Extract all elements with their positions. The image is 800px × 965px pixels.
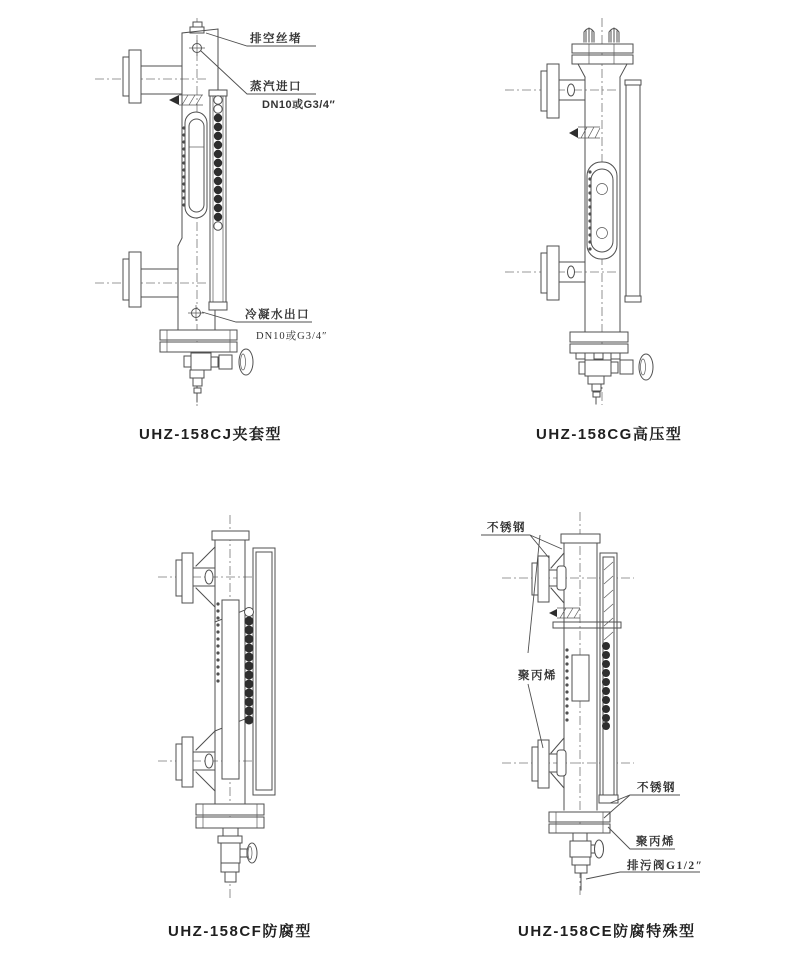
upper-flange [541, 64, 585, 118]
float [189, 119, 204, 212]
lower-flange [532, 738, 566, 788]
drain-valve [579, 354, 653, 404]
handwheel [595, 840, 604, 858]
body-lower-walls [178, 246, 215, 333]
label-condensate-outlet: 冷凝水出口 [245, 309, 310, 321]
body-top-collar [561, 534, 600, 543]
level-arrow [169, 95, 203, 105]
figure-caption-cf: UHZ-158CF防腐型 [168, 923, 312, 940]
indicator-rail [599, 553, 618, 803]
drain-valve [570, 833, 604, 890]
label-stainless-right: 不锈钢 [637, 782, 676, 794]
body-top [182, 29, 218, 40]
indicator-rail [625, 80, 641, 302]
label-steam-inlet-size: DN10或G3/4″ [262, 99, 336, 111]
leader-pp-left-lower [528, 684, 543, 748]
condensate-outlet-port [188, 305, 204, 321]
lower-flange [541, 246, 585, 300]
lower-flange [123, 252, 178, 307]
steam-inlet-port [189, 40, 205, 56]
label-pp-right: 聚丙烯 [636, 836, 675, 848]
flapper-column [245, 608, 254, 725]
figure-caption-cj: UHZ-158CJ夹套型 [139, 426, 283, 443]
label-drain-valve: 排污阀G1/2″ [627, 860, 704, 872]
body-top-collar [212, 531, 249, 540]
label-pp-left: 聚丙烯 [518, 670, 557, 682]
label-steam-inlet: 蒸汽进口 [250, 81, 302, 93]
handwheel [639, 354, 653, 380]
gauge-window [572, 655, 589, 701]
figure-caption-ce: UHZ-158CE防腐特殊型 [518, 923, 696, 940]
flapper-column [214, 96, 222, 230]
drain-valve [184, 349, 253, 402]
figure-cf-drawing [158, 515, 275, 898]
float [591, 169, 613, 252]
label-stainless-top: 不锈钢 [487, 522, 526, 534]
leader-stainless-top [481, 535, 562, 558]
bottom-flanges [160, 330, 237, 352]
label-condensate-outlet-size: DN10或G3/4″ [256, 331, 328, 342]
gauge-window [222, 600, 239, 779]
upper-flange [123, 50, 182, 103]
handwheel [239, 349, 253, 375]
label-vent-plug: 排空丝堵 [250, 33, 302, 45]
leader-drain-valve [586, 872, 700, 879]
drain-valve [218, 828, 257, 882]
bottom-flanges [549, 812, 610, 833]
indicator-rail [253, 548, 275, 795]
figure-cj-drawing [95, 18, 316, 408]
figure-caption-cg: UHZ-158CG高压型 [536, 426, 683, 443]
bolted-cover [572, 28, 633, 77]
bottom-flanges [570, 332, 628, 359]
figure-cg-drawing [505, 18, 653, 405]
